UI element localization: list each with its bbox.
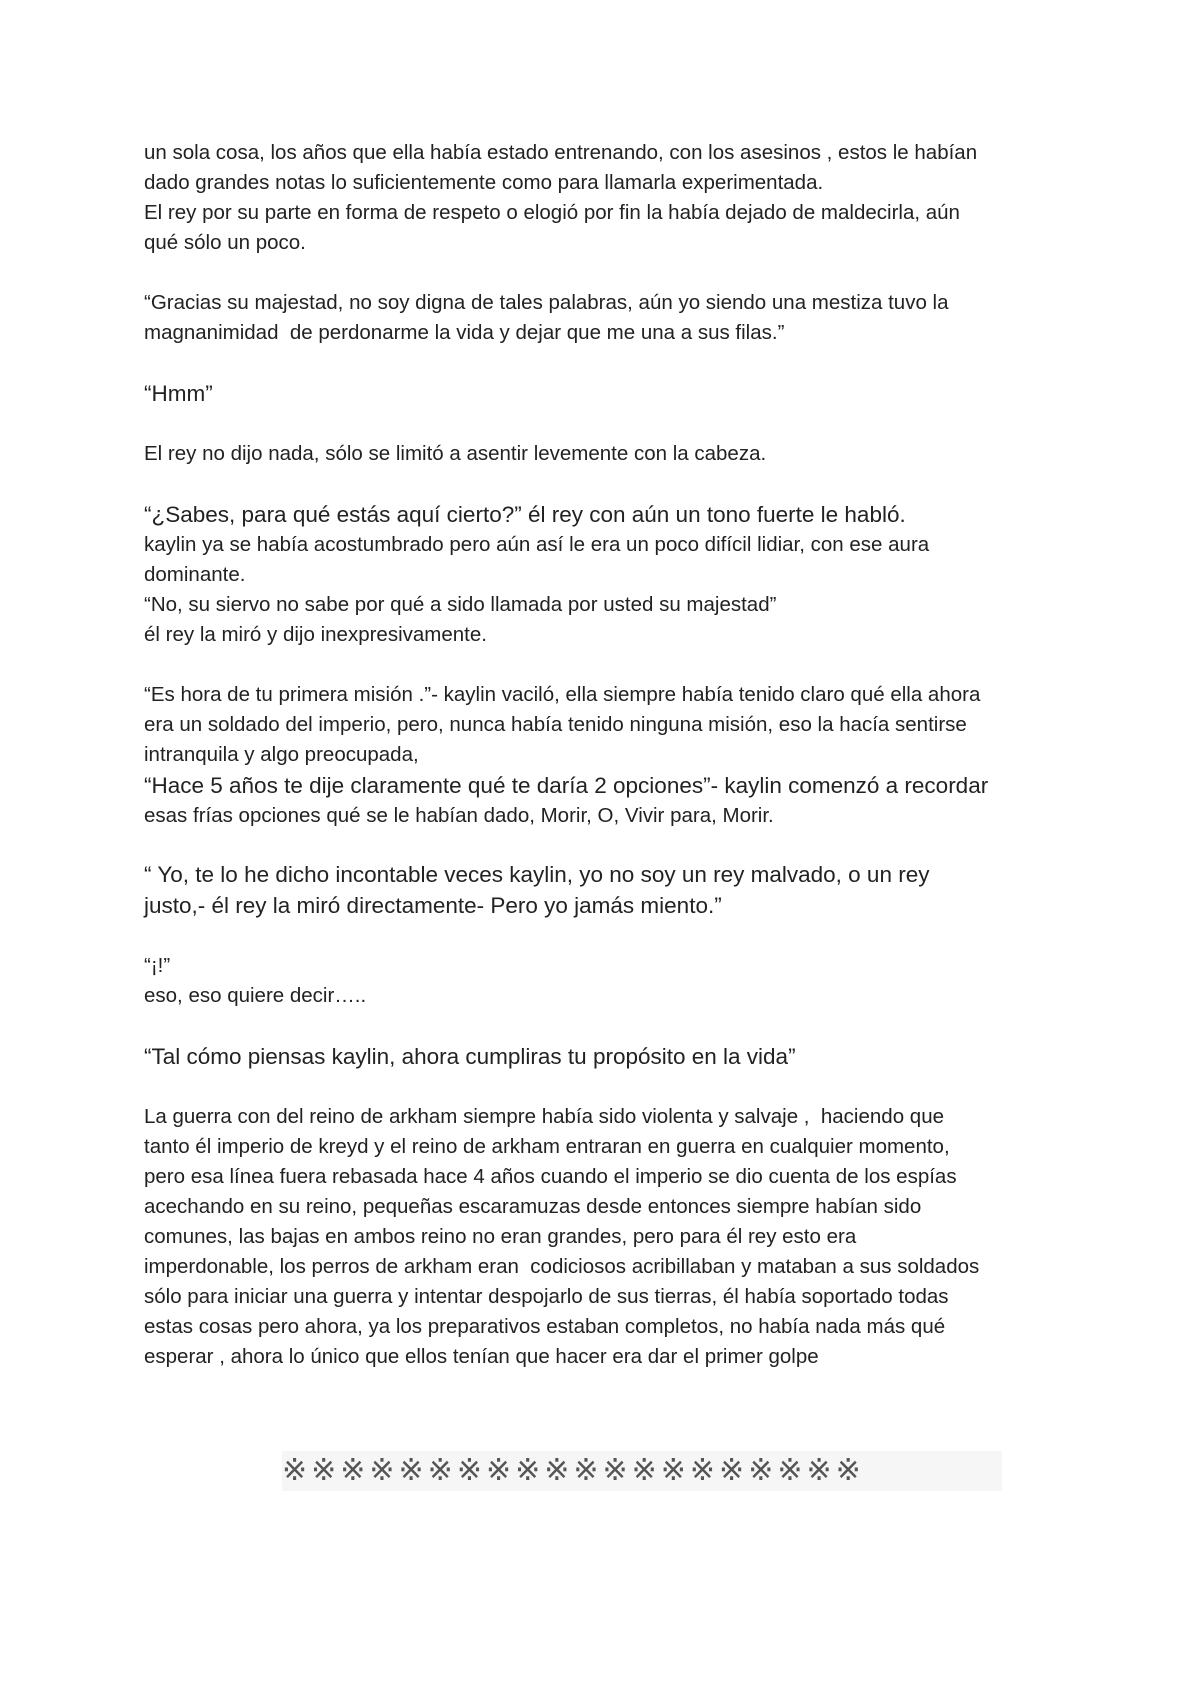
- text-line: “ Yo, te lo he dicho incontable veces kaylin, yo no soy un rey malvado, o un rey: [144, 862, 930, 887]
- text-line: justo,- él rey la miró directamente- Pero yo jamás miento.”: [144, 893, 722, 918]
- text-line: “¿Sabes, para qué estás aquí cierto?” él rey con aún un tono fuerte le habló.: [144, 502, 906, 527]
- text-line: “Hmm”: [144, 381, 213, 406]
- text-line: esperar , ahora lo único que ellos tenían que hacer era dar el primer golpe: [144, 1345, 819, 1368]
- paragraph-6: [144, 680, 1064, 831]
- text-line: eso, eso quiere decir…..: [144, 984, 367, 1007]
- text-line: “Hace 5 años te dije claramente qué te daría 2 opciones”- kaylin comenzó a recordar: [144, 773, 989, 798]
- text-line: intranquila y algo preocupada,: [144, 743, 419, 766]
- text-line: tanto él imperio de kreyd y el reino de arkham entraran en guerra en cualquier momento,: [144, 1135, 950, 1158]
- text-line: El rey no dijo nada, sólo se limitó a asentir levemente con la cabeza.: [144, 442, 767, 465]
- text-line: El rey por su parte en forma de respeto o elogió por fin la había dejado de maldecirla, aún: [144, 201, 960, 224]
- text-line: estas cosas pero ahora, ya los preparativos estaban completos, no había nada más qué: [144, 1315, 946, 1338]
- paragraph-9: [144, 1041, 1064, 1072]
- paragraph-2: [144, 288, 1064, 348]
- text-line: imperdonable, los perros de arkham eran codiciosos acribillaban y mataban a sus soldados: [144, 1255, 980, 1278]
- text-line: dado grandes notas lo suficientemente como para llamarla experimentada.: [144, 171, 824, 194]
- text-line: esas frías opciones qué se le habían dado, Morir, O, Vivir para, Morir.: [144, 804, 774, 827]
- text-line: kaylin ya se había acostumbrado pero aún así le era un poco difícil lidiar, con ese aura: [144, 533, 930, 556]
- text-line: pero esa línea fuera rebasada hace 4 años cuando el imperio se dio cuenta de los espías: [144, 1165, 957, 1188]
- paragraph-4: [144, 439, 1064, 469]
- text-line: La guerra con del reino de arkham siempre había sido violenta y salvaje , haciendo que: [144, 1105, 944, 1128]
- text-line: sólo para iniciar una guerra y intentar despojarlo de sus tierras, él había soportado todas: [144, 1285, 949, 1308]
- paragraph-10: [144, 1102, 1064, 1372]
- text-line: magnanimidad de perdonarme la vida y dejar que me una a sus filas.”: [144, 321, 785, 344]
- story-text: [144, 138, 1064, 1372]
- text-line: qué sólo un poco.: [144, 231, 306, 254]
- text-line: “Gracias su majestad, no soy digna de tales palabras, aún yo siendo una mestiza tuvo la: [144, 291, 949, 314]
- text-line: un sola cosa, los años que ella había estado entrenando, con los asesinos , estos le habían: [144, 141, 978, 164]
- section-separator: ※※※※※※※※※※※※※※※※※※※※: [282, 1451, 1002, 1491]
- text-line: acechando en su reino, pequeñas escaramuzas desde entonces siempre habían sido: [144, 1195, 922, 1218]
- paragraph-8: [144, 951, 1064, 1011]
- text-line: “Tal cómo piensas kaylin, ahora cumpliras tu propósito en la vida”: [144, 1044, 796, 1069]
- paragraph-3: [144, 378, 1064, 409]
- paragraph-5: [144, 499, 1064, 650]
- text-line: dominante.: [144, 563, 246, 586]
- paragraph-1: [144, 138, 1064, 258]
- text-line: él rey la miró y dijo inexpresivamente.: [144, 623, 487, 646]
- text-line: “No, su siervo no sabe por qué a sido llamada por usted su majestad”: [144, 593, 777, 616]
- text-line: comunes, las bajas en ambos reino no eran grandes, pero para él rey esto era: [144, 1225, 857, 1248]
- text-line: “¡!”: [144, 954, 171, 977]
- text-line: “Es hora de tu primera misión .”- kaylin vaciló, ella siempre había tenido claro qué ella ahora: [144, 683, 981, 706]
- text-line: era un soldado del imperio, pero, nunca había tenido ninguna misión, eso la hacía sentirse: [144, 713, 967, 736]
- paragraph-7: [144, 859, 1064, 921]
